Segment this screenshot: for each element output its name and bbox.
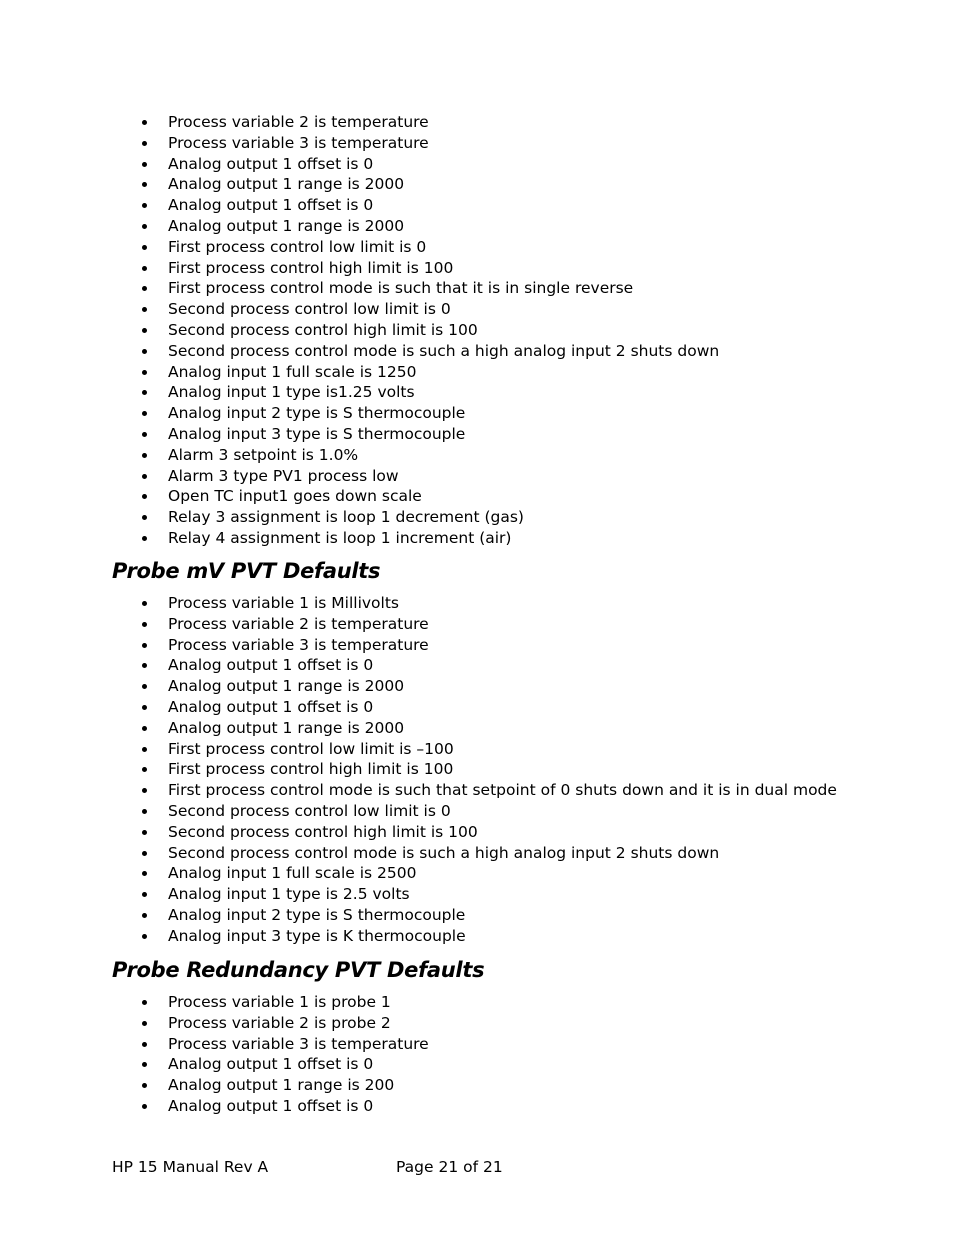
list-item: Relay 4 assignment is loop 1 increment (air) [140, 528, 940, 549]
list-item: Analog output 1 range is 2000 [140, 216, 940, 237]
list-item: Analog output 1 offset is 0 [140, 697, 940, 718]
list-item: First process control low limit is –100 [140, 739, 940, 760]
list-item: Analog input 1 type is 2.5 volts [140, 884, 940, 905]
list-item: Analog input 3 type is K thermocouple [140, 926, 940, 947]
list-item: Relay 3 assignment is loop 1 decrement (gas) [140, 507, 940, 528]
list-item: Process variable 2 is temperature [140, 614, 940, 635]
list-item: Analog output 1 offset is 0 [140, 1054, 940, 1075]
section-heading-probe-mv: Probe mV PVT Defaults [112, 559, 381, 583]
list-item: First process control mode is such that it is in single reverse [140, 278, 940, 299]
list-item: Process variable 2 is probe 2 [140, 1013, 940, 1034]
section-heading-probe-redundancy: Probe Redundancy PVT Defaults [112, 958, 485, 982]
list-item: Alarm 3 type PV1 process low [140, 466, 940, 487]
list-item: Open TC input1 goes down scale [140, 486, 940, 507]
list-item: Second process control mode is such a high analog input 2 shuts down [140, 843, 940, 864]
list-item: Analog input 1 type is1.25 volts [140, 382, 940, 403]
list-item: Process variable 3 is temperature [140, 635, 940, 656]
list-item: Analog output 1 offset is 0 [140, 195, 940, 216]
list-item: Second process control high limit is 100 [140, 822, 940, 843]
list-item: Analog input 1 full scale is 1250 [140, 362, 940, 383]
list-item: Analog output 1 range is 2000 [140, 676, 940, 697]
list-item: First process control mode is such that setpoint of 0 shuts down and it is in dual mode [140, 780, 940, 801]
list-item: Process variable 1 is Millivolts [140, 593, 940, 614]
list-item: Analog input 2 type is S thermocouple [140, 905, 940, 926]
list-item: Second process control low limit is 0 [140, 801, 940, 822]
list-item: Analog output 1 offset is 0 [140, 655, 940, 676]
list-item: Analog output 1 offset is 0 [140, 154, 940, 175]
list-item: Process variable 3 is temperature [140, 1034, 940, 1055]
list-item: Analog output 1 offset is 0 [140, 1096, 940, 1117]
list-item: Second process control mode is such a high analog input 2 shuts down [140, 341, 940, 362]
probe-redundancy-defaults-list [140, 992, 940, 1117]
list-item: First process control low limit is 0 [140, 237, 940, 258]
list-item: Analog output 1 range is 200 [140, 1075, 940, 1096]
list-item: Analog output 1 range is 2000 [140, 718, 940, 739]
defaults-list-continued [140, 112, 940, 549]
list-item: Process variable 1 is probe 1 [140, 992, 940, 1013]
list-item: Alarm 3 setpoint is 1.0% [140, 445, 940, 466]
list-item: Analog input 2 type is S thermocouple [140, 403, 940, 424]
list-item: Analog input 1 full scale is 2500 [140, 863, 940, 884]
footer-document-name: HP 15 Manual Rev A [112, 1158, 269, 1176]
list-item: Second process control low limit is 0 [140, 299, 940, 320]
list-item: Analog output 1 range is 2000 [140, 174, 940, 195]
list-item: Process variable 3 is temperature [140, 133, 940, 154]
list-item: Process variable 2 is temperature [140, 112, 940, 133]
probe-mv-defaults-list [140, 593, 940, 947]
list-item: Analog input 3 type is S thermocouple [140, 424, 940, 445]
list-item: Second process control high limit is 100 [140, 320, 940, 341]
list-item: First process control high limit is 100 [140, 258, 940, 279]
footer-page-number: Page 21 of 21 [396, 1158, 503, 1176]
list-item: First process control high limit is 100 [140, 759, 940, 780]
